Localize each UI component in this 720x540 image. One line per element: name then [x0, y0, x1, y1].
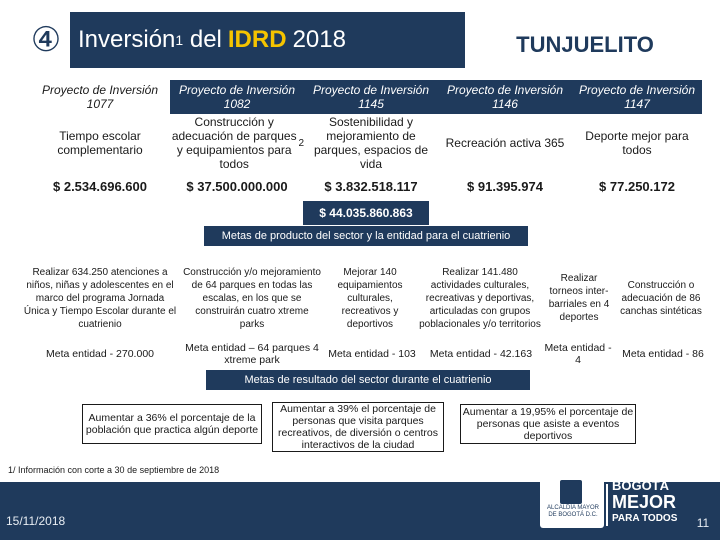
project-amount-1082: $ 37.500.000.000 — [186, 178, 288, 194]
result-goal-2: Aumentar a 39% el porcentaje de personas que visita parques recreativos, de diversión o centros interactivos de la ciudad — [272, 402, 444, 452]
project-name-1146: Recreación activa 365 — [445, 136, 565, 150]
title-del: del — [189, 26, 222, 53]
product-goal-2: Construcción y/o mejoramiento de 64 parques en todas las escalas, en los que se construirán cuatro xtreme parks — [183, 266, 321, 330]
entity-goal-3: Meta entidad - 103 — [328, 348, 416, 360]
page-title — [70, 12, 465, 68]
project-code-1146: Proyecto de Inversión 1146 — [438, 80, 572, 114]
result-goal-1: Aumentar a 36% el porcentaje de la población que practica algún deporte — [82, 404, 262, 444]
product-goal-1: Realizar 634.250 atenciones a niños, niñas y adolescentes en el marco del programa Jornada Única y Tiempo Escolar durante el cuatrienio — [23, 266, 177, 330]
project-code-1145: Proyecto de Inversión 1145 — [304, 80, 438, 114]
district-name: TUNJUELITO — [516, 32, 654, 57]
entity-goal-6: Meta entidad - 86 — [622, 348, 704, 360]
project-name-1082 — [170, 114, 304, 172]
product-goals-band: Metas de producto del sector y la entidad para el cuatrienio — [204, 226, 528, 246]
project-name-1082-sup: 2 — [298, 137, 304, 149]
project-code-1077: Proyecto de Inversión 1077 — [30, 80, 170, 114]
result-goals-band: Metas de resultado del sector durante el cuatrienio — [206, 370, 530, 390]
project-code-1082: Proyecto de Inversión 1082 — [170, 80, 304, 114]
brand-line-3: PARA TODOS — [612, 513, 678, 524]
title-entity: IDRD — [227, 26, 287, 53]
product-goal-6: Construcción o adecuación de 86 canchas sintéticas — [620, 279, 702, 317]
project-amount-1145: $ 3.832.518.117 — [324, 178, 418, 194]
title-text: Inversión — [78, 26, 176, 53]
entity-goal-1: Meta entidad - 270.000 — [46, 348, 154, 360]
product-goal-3: Mejorar 140 equipamientos culturales, recreativos y deportivos — [337, 266, 403, 330]
product-goal-4: Realizar 141.480 actividades culturales, recreativas y deportivas, articuladas con grupos poblacionales y/o territorios — [419, 266, 541, 330]
project-name-1082-text: Construcción y adecuación de parques y equipamientos para todos — [171, 115, 297, 171]
footnote: 1/ Información con corte a 30 de septiembre de 2018 — [8, 465, 220, 475]
total-investment: $ 44.035.860.863 — [303, 201, 429, 225]
title-footnote-mark: 1 — [175, 32, 184, 48]
shield-icon — [560, 480, 582, 504]
entity-goal-2: Meta entidad – 64 parques 4 xtreme park — [185, 342, 319, 366]
project-name-1077: Tiempo escolar complementario — [57, 129, 143, 157]
brand-line-1: BOGOTÁ — [612, 478, 670, 493]
footer-divider — [606, 484, 608, 526]
title-year: 2018 — [292, 26, 346, 53]
project-code-1147: Proyecto de Inversión 1147 — [572, 80, 702, 114]
page-number: 11 — [696, 516, 710, 530]
footer-date: 15/11/2018 — [6, 514, 66, 528]
project-amount-1147: $ 77.250.172 — [599, 178, 675, 194]
entity-goal-4: Meta entidad - 42.163 — [429, 348, 533, 360]
alcaldia-logo-text: ALCALDÍA MAYOR DE BOGOTÁ D.C. — [547, 505, 599, 518]
entity-goal-5: Meta entidad - 4 — [544, 342, 612, 366]
result-goal-3: Aumentar a 19,95% el porcentaje de personas que asiste a eventos deportivos — [460, 404, 636, 444]
product-goal-5: Realizar torneos inter-barriales en 4 deportes — [548, 273, 610, 323]
project-amount-1146: $ 91.395.974 — [467, 178, 543, 194]
project-name-1147: Deporte mejor para todos — [585, 129, 689, 157]
project-amount-1077: $ 2.534.696.600 — [53, 178, 147, 194]
project-name-1145: Sostenibilidad y mejoramiento de parques, espacios de vida — [313, 115, 429, 171]
section-number: ④ — [30, 20, 62, 60]
brand-line-2: MEJOR — [612, 492, 677, 512]
